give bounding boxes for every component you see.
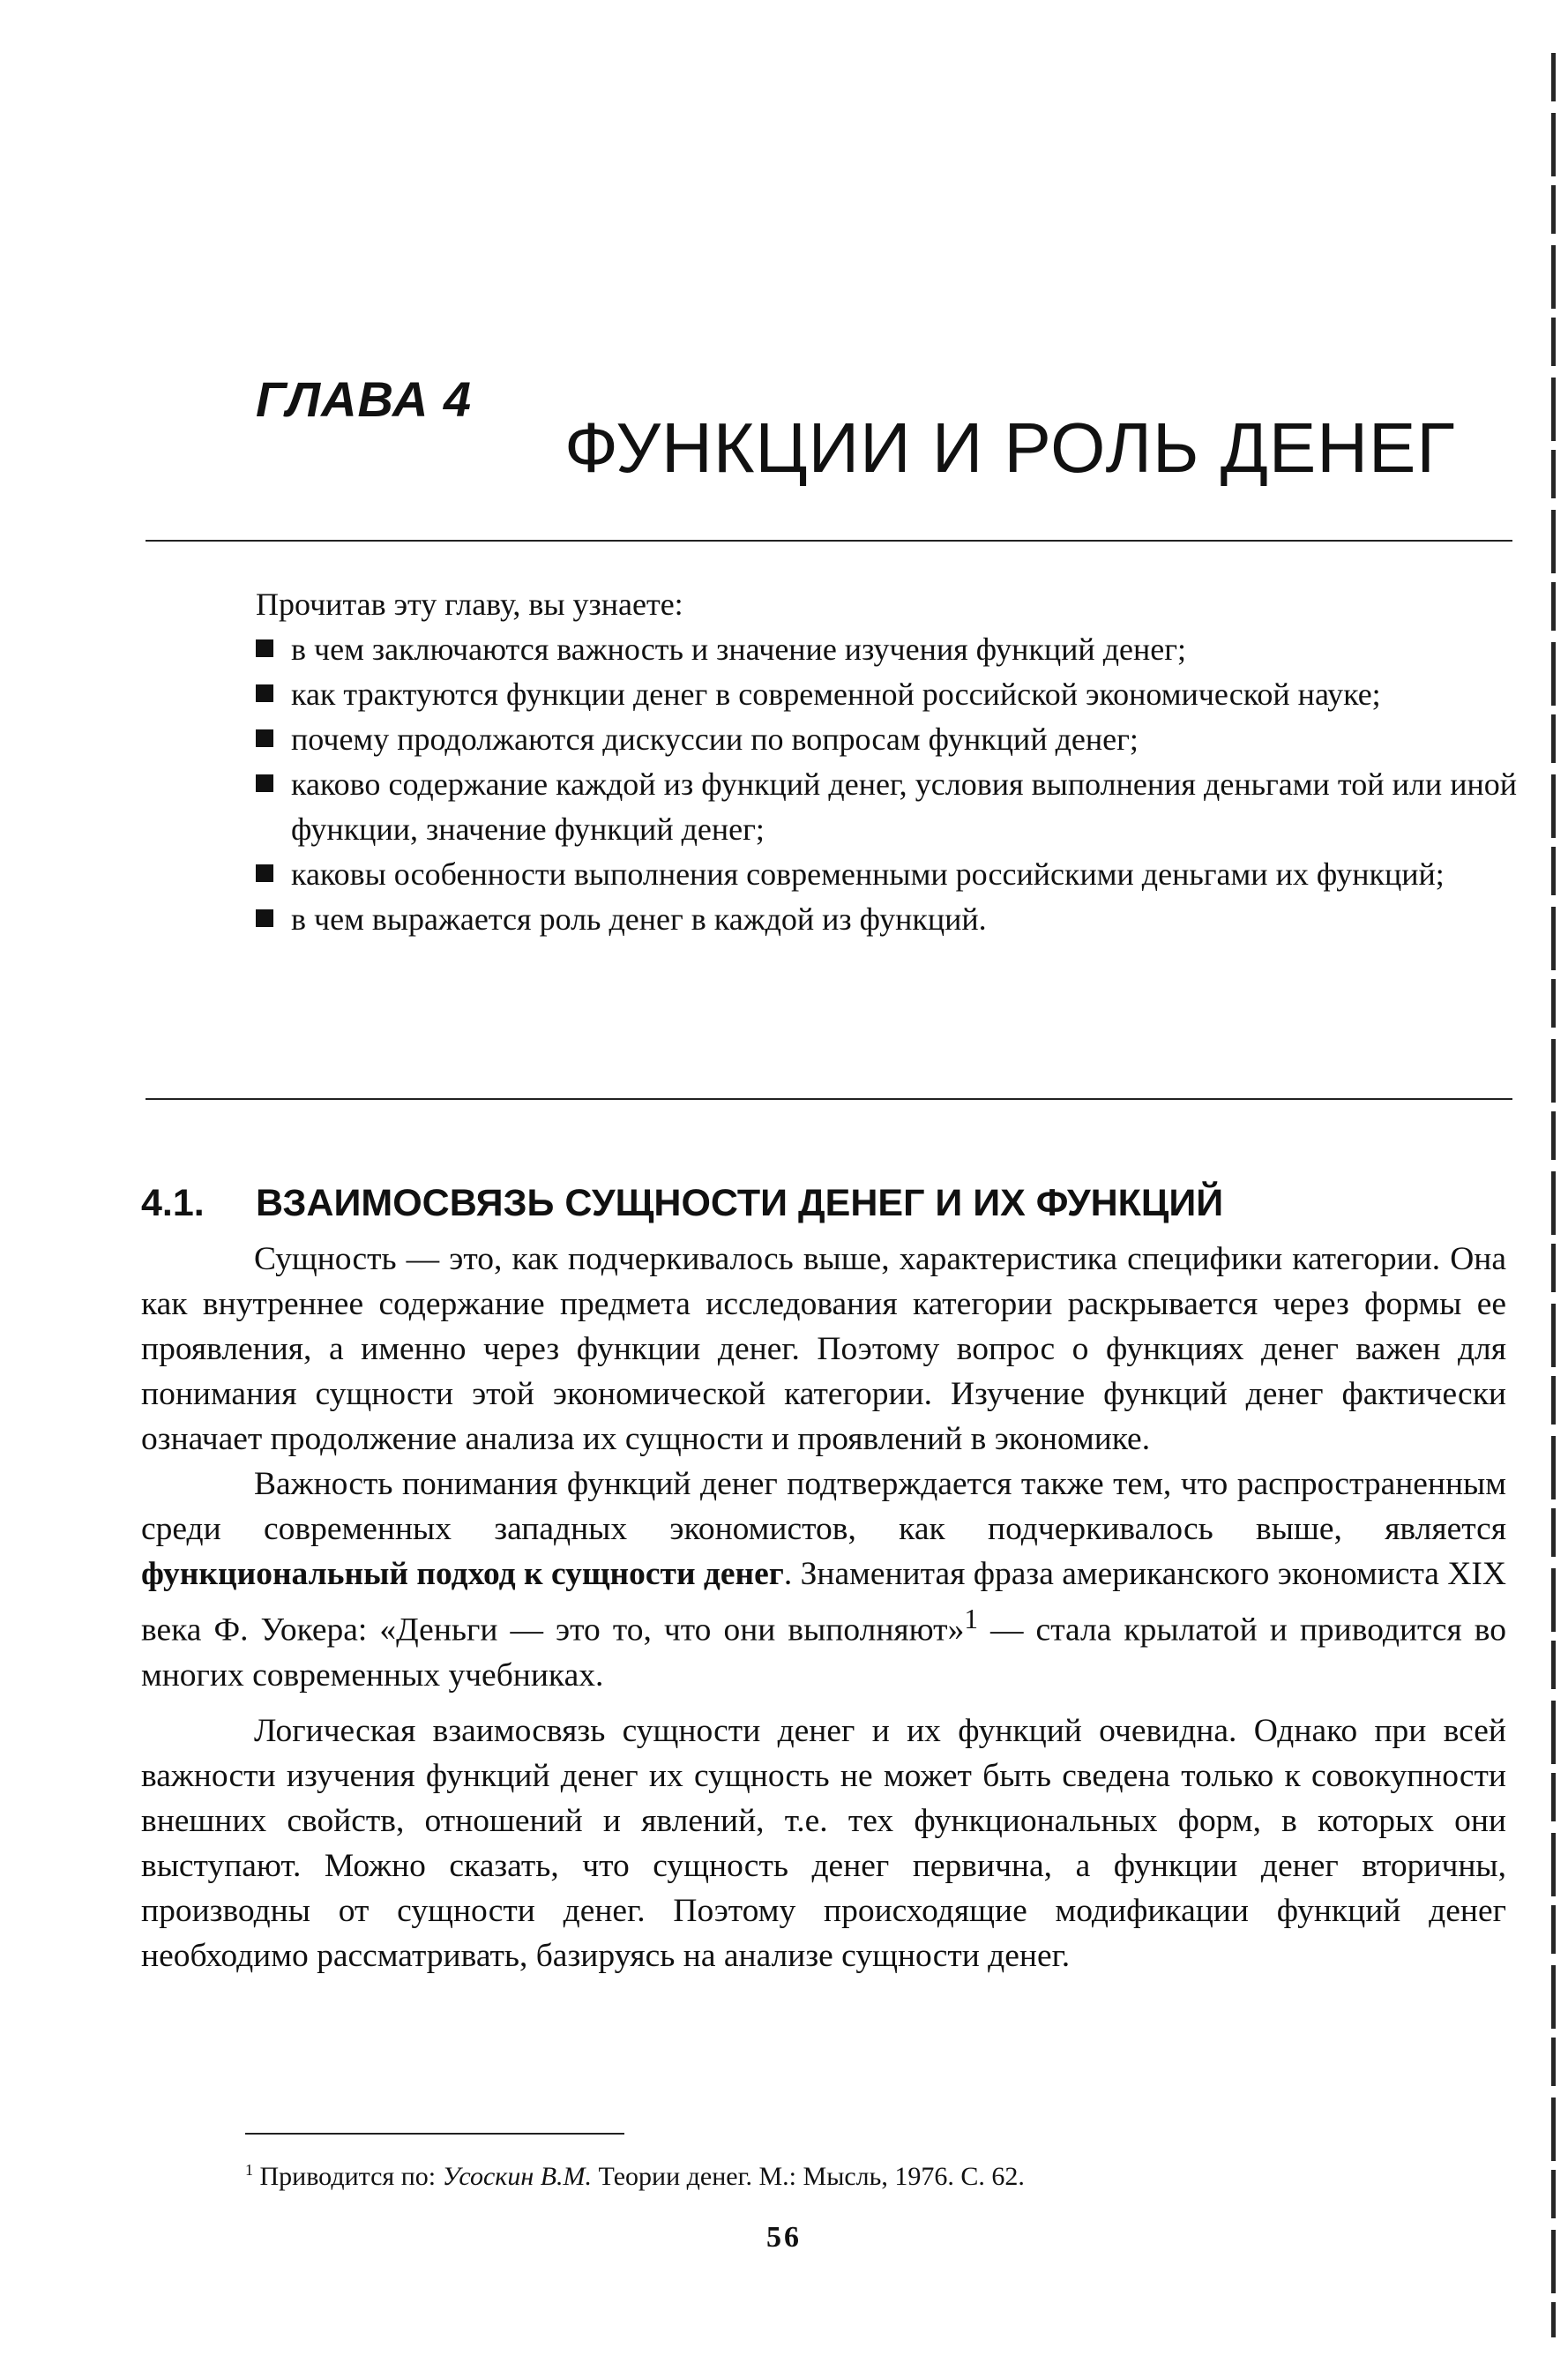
objective-text: как трактуются функции денег в современной российской экономической науке; xyxy=(291,677,1381,712)
paragraph-2-start: Важность понимания функций денег подтверждается также тем, что распространенным среди современных западных экономистов, как подчеркивалось выше, является xyxy=(141,1466,1506,1547)
objective-text: в чем заключаются важность и значение изучения функций денег; xyxy=(291,632,1186,667)
square-bullet-icon xyxy=(256,909,273,927)
list-item xyxy=(256,897,1517,942)
chapter-objectives xyxy=(256,582,1517,942)
section-number: 4.1. xyxy=(141,1182,205,1224)
paragraph-2-middle: . Знаменитая фраза американского экономиста XIX века Ф. Уокера: «Деньги — это то, что они выполняют» xyxy=(141,1556,1506,1649)
page-number: 56 xyxy=(766,2221,802,2254)
objective-text: в чем выражается роль денег в каждой из функций. xyxy=(291,901,987,937)
footnote-marker: 1 xyxy=(245,2161,253,2179)
section-heading xyxy=(141,1182,1517,1225)
square-bullet-icon xyxy=(256,774,273,792)
paragraph-2-bold-term: функциональный подход к сущности денег xyxy=(141,1556,784,1592)
square-bullet-icon xyxy=(256,729,273,747)
footnote-source: Теории денег. М.: Мысль, 1976. С. 62. xyxy=(592,2162,1025,2191)
scan-edge xyxy=(1551,53,1556,2337)
chapter-label: ГЛАВА 4 xyxy=(256,371,472,427)
square-bullet-icon xyxy=(256,684,273,702)
paragraph-3: Логическая взаимосвязь сущности денег и их функций очевидна. Однако при всей важности изучения функций денег их сущность не может быть сведена только к совокупности внешних свойств, отношений и явлений, т.е. тех функциональных форм, в которых они выступают. Можно сказать, что сущность денег первична, а функции денег вторичны, производны от сущности денег. Поэтому происходящие модификации функций денег необходимо рассматривать, базируясь на анализе сущности денег. xyxy=(141,1712,1506,1974)
footnote-reference[interactable]: 1 xyxy=(964,1604,978,1634)
footnote xyxy=(245,2152,1515,2195)
footnote-author: Усоскин В.М. xyxy=(442,2162,593,2191)
objectives-intro: Прочитав эту главу, вы узнаете: xyxy=(256,587,683,622)
section-title: ВЗАИМОСВЯЗЬ СУЩНОСТИ ДЕНЕГ И ИХ ФУНКЦИЙ xyxy=(256,1182,1224,1224)
list-item xyxy=(256,672,1517,717)
square-bullet-icon xyxy=(256,864,273,882)
footnote-prefix: Приводится по: xyxy=(253,2162,443,2191)
objective-text: каковы особенности выполнения современными российскими деньгами их функций; xyxy=(291,856,1445,892)
list-item xyxy=(256,852,1517,897)
paragraph-1: Сущность — это, как подчеркивалось выше, характеристика специфики категории. Она как внутреннее содержание предмета исследования категории раскрывается через формы ее проявления, а именно через функции денег. Поэтому вопрос о функциях денег важен для понимания сущности этой экономической категории. Изучение функций денег фактически означает продолжение анализа их сущности и проявлений в экономике. xyxy=(141,1241,1506,1457)
footnote-divider xyxy=(245,2133,624,2135)
section-body xyxy=(141,1237,1506,1978)
paragraph-2 xyxy=(141,1462,1506,1698)
objective-text: почему продолжаются дискуссии по вопросам функций денег; xyxy=(291,722,1139,757)
bottom-divider xyxy=(146,1098,1512,1100)
list-item xyxy=(256,762,1517,852)
top-divider xyxy=(146,540,1512,542)
objective-text: каково содержание каждой из функций денег, условия выполнения деньгами той или иной функции, значение функций денег; xyxy=(291,766,1517,847)
list-item xyxy=(256,717,1517,762)
square-bullet-icon xyxy=(256,639,273,657)
list-item xyxy=(256,627,1517,672)
objectives-list xyxy=(256,627,1517,942)
paragraph-2-end: — стала крылатой и приводится во многих современных учебниках. xyxy=(141,1611,1507,1694)
chapter-title: ФУНКЦИИ И РОЛЬ ДЕНЕГ xyxy=(564,408,1456,487)
